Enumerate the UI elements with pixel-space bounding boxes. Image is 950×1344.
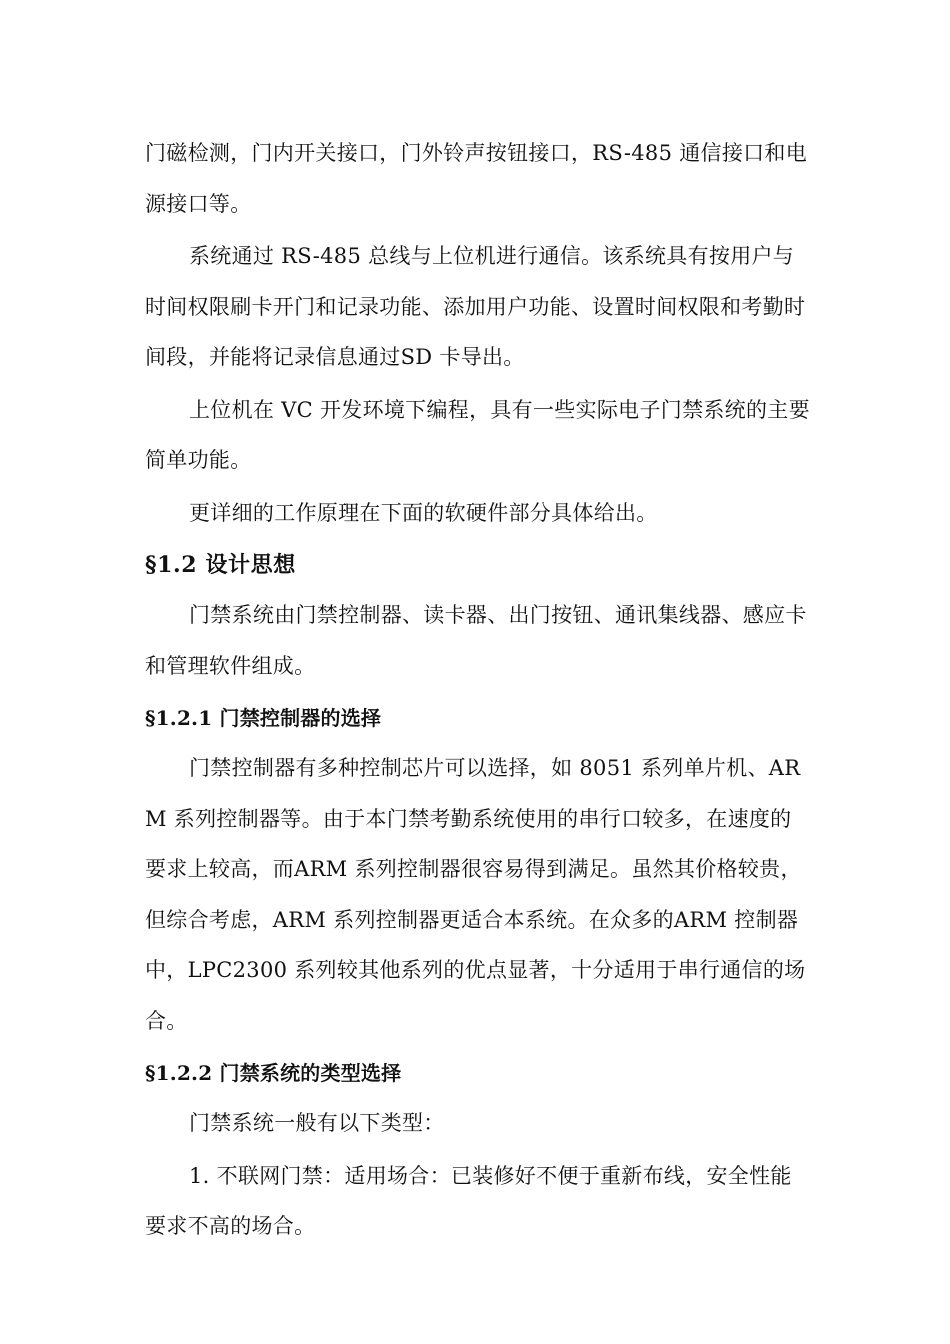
- subsection-heading-type-selection: §1.2.2 门禁系统的类型选择: [145, 1061, 402, 1085]
- paragraph-working-principle: 更详细的工作原理在下面的软硬件部分具体给出。: [189, 500, 658, 525]
- paragraph-interfaces: 门磁检测，门内开关接口，门外铃声按钮接口，RS-485 通信接口和电源接口等。: [145, 141, 808, 216]
- document-page: [145, 128, 810, 1254]
- list-item-offline-access-control: 1. 不联网门禁：适用场合：已装修好不便于重新布线，安全性能要求不高的场合。: [145, 1163, 792, 1238]
- paragraph-system-components: 门禁系统由门禁控制器、读卡器、出门按钮、通讯集线器、感应卡和管理软件组成。: [145, 603, 807, 678]
- paragraph-types-intro: 门禁系统一般有以下类型：: [189, 1111, 445, 1135]
- paragraph-controller-selection: 门禁控制器有多种控制芯片可以选择，如 8051 系列单片机、ARM 系列控制器等。由于本门禁考勤系统使用的串行口较多，在速度的要求上较高，而ARM 系列控制器很容易得到满足。虽然其价格较贵，但综合考虑，ARM 系列控制器更适合本系统。在众多的ARM 控制器中，LPC2300 系列较其他系列的优点显著，十分适用于串行通信的场合。: [145, 756, 806, 1033]
- section-heading-design-idea: §1.2 设计思想: [145, 552, 296, 578]
- subsection-heading-controller-selection: §1.2.1 门禁控制器的选择: [145, 706, 382, 730]
- paragraph-host-computer: 上位机在 VC 开发环境下编程，具有一些实际电子门禁系统的主要简单功能。: [145, 397, 810, 472]
- paragraph-rs485-communication: 系统通过 RS-485 总线与上位机进行通信。该系统具有按用户与时间权限刷卡开门和记录功能、添加用户功能、设置时间权限和考勤时间段，并能将记录信息通过SD 卡导出。: [145, 244, 806, 369]
